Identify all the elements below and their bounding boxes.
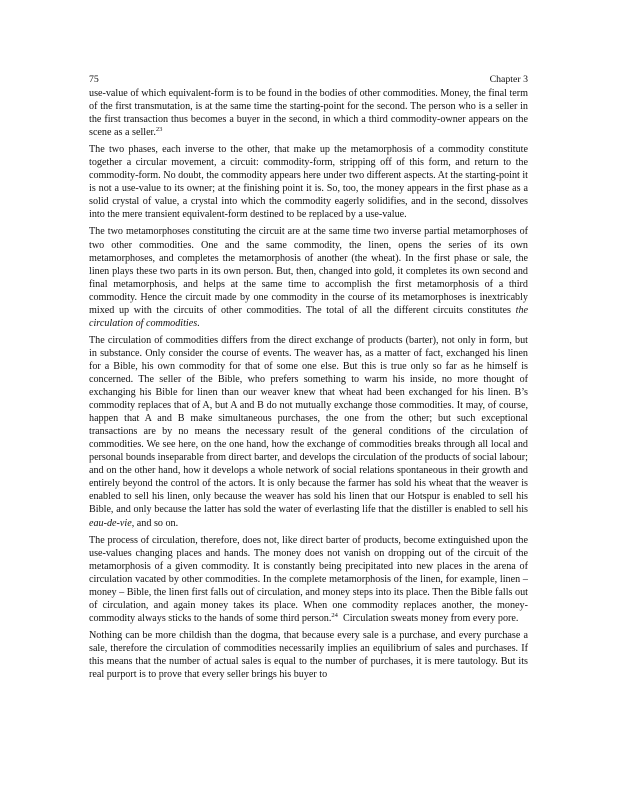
paragraph-2 [89, 143, 528, 221]
paragraph-text: The two phases, each inverse to the other, that make up the metamorphosis of a commodity constitute together a circular movement, a circuit: commodity-form, stripping off of this form, and return to the commodity-form. No doubt, the commodity appears here under two different aspects. At the starting-point it is not a use-value to its owner; at the finishing point it is. So, too, the money appears in the first phase as a solid crystal of value, a crystal into which the commodity eagerly solidifies, and in the second, dissolves into the mere transient equivalent-form destined to be replaced by a use-value. [89, 144, 528, 221]
paragraph-text: The circulation of commodities differs from the direct exchange of products (barter), not only in form, but in substance. Only consider the course of events. The weaver has, as a matter of fact, exchanged his linen for a Bible, his own commodity for that of some one else. But this is true only so far as he himself is concerned. The seller of the Bible, who prefers something to warm his inside, no more thought of exchanging his Bible for linen than our weaver knew that wheat had been exchanged for his linen. B’s commodity replaces that of A, but A and B do not mutually exchange those commodities. It may, of course, happen that A and B make simultaneous purchases, the one from the other; but such exceptional transactions are by no means the necessary result of the general conditions of the circulation of commodities. We see here, on the one hand, how the exchange of commodities breaks through all local and personal bounds inseparable from direct barter, and develops the circulation of the products of social labour; and on the other hand, how it develops a whole network of social relations spontaneous in their growth and entirely beyond the control of the actors. It is only because the farmer has sold his wheat that the weaver is enabled to sell his linen, only because the weaver has sold his linen that our Hotspur is enabled to sell his Bible, and only because the latter has sold the water of everlasting life that the distiller is enabled to sell his [89, 334, 528, 516]
paragraph-text: The process of circulation, therefore, does not, like direct barter of products, become extinguished upon the use-values changing places and hands. The money does not vanish on dropping out of the circuit of the metamorphosis of a given commodity. It is constantly being precipitated into new places in the arena of circulation vacated by other commodities. In the complete metamorphosis of the linen, for example, linen – money – Bible, the linen first falls out of circulation, and money steps into its place. Then the Bible falls out of circulation, and again money takes its place. When one commodity replaces another, the money-commodity always sticks to the hands of some third person. [89, 534, 528, 624]
chapter-label: Chapter 3 [489, 74, 528, 85]
paragraph-3 [89, 225, 528, 329]
italic-term: eau-de-vie [89, 517, 132, 529]
body-text [89, 87, 528, 685]
paragraph-1 [89, 87, 528, 139]
paragraph-text: . [197, 317, 200, 329]
paragraph-5 [89, 534, 528, 625]
paragraph-text: use-value of which equivalent-form is to be found in the bodies of other commodities. Money, the final term of the first transmutation, is at the same time the starting-point for the second. The person who is a seller in the first transaction thus becomes a buyer in the second, in which a third commodity-owner appears on the scene as a seller. [89, 88, 528, 139]
running-header [89, 74, 528, 86]
italic-term: the circulation of commodities [89, 304, 528, 329]
paragraph-text: Nothing can be more childish than the dogma, that because every sale is a purchase, and every purchase a sale, therefore the circulation of commodities necessarily implies an equilibrium of sales and purchases. If this means that the number of actual sales is equal to the number of purchases, it is mere tautology. But its real purport is to prove that every seller brings his buyer to [89, 629, 528, 681]
page-number: 75 [89, 74, 99, 85]
paragraph-text: , and so on. [131, 517, 179, 529]
paragraph-text: Circulation sweats money from every pore. [337, 612, 519, 624]
footnote-ref[interactable]: 24 [331, 611, 338, 619]
paragraph-text: The two metamorphoses constituting the circuit are at the same time two inverse partial metamorphoses of two other commodities. One and the same commodity, the linen, opens the series of its own metamorphoses, and completes the metamorphosis of another (the wheat). In the first phase or sale, the linen plays these two parts in its own person. But, then, changed into gold, it completes its own second and final metamorphosis, and helps at the same time to accomplish the first metamorphosis of a third commodity. Hence the circuit made by one commodity in the course of its metamorphoses is inextricably mixed up with the circuits of other commodities. The total of all the different circuits constitutes [89, 226, 528, 316]
footnote-ref[interactable]: 23 [155, 126, 163, 134]
paragraph-4 [89, 334, 528, 530]
paragraph-6 [89, 629, 528, 681]
